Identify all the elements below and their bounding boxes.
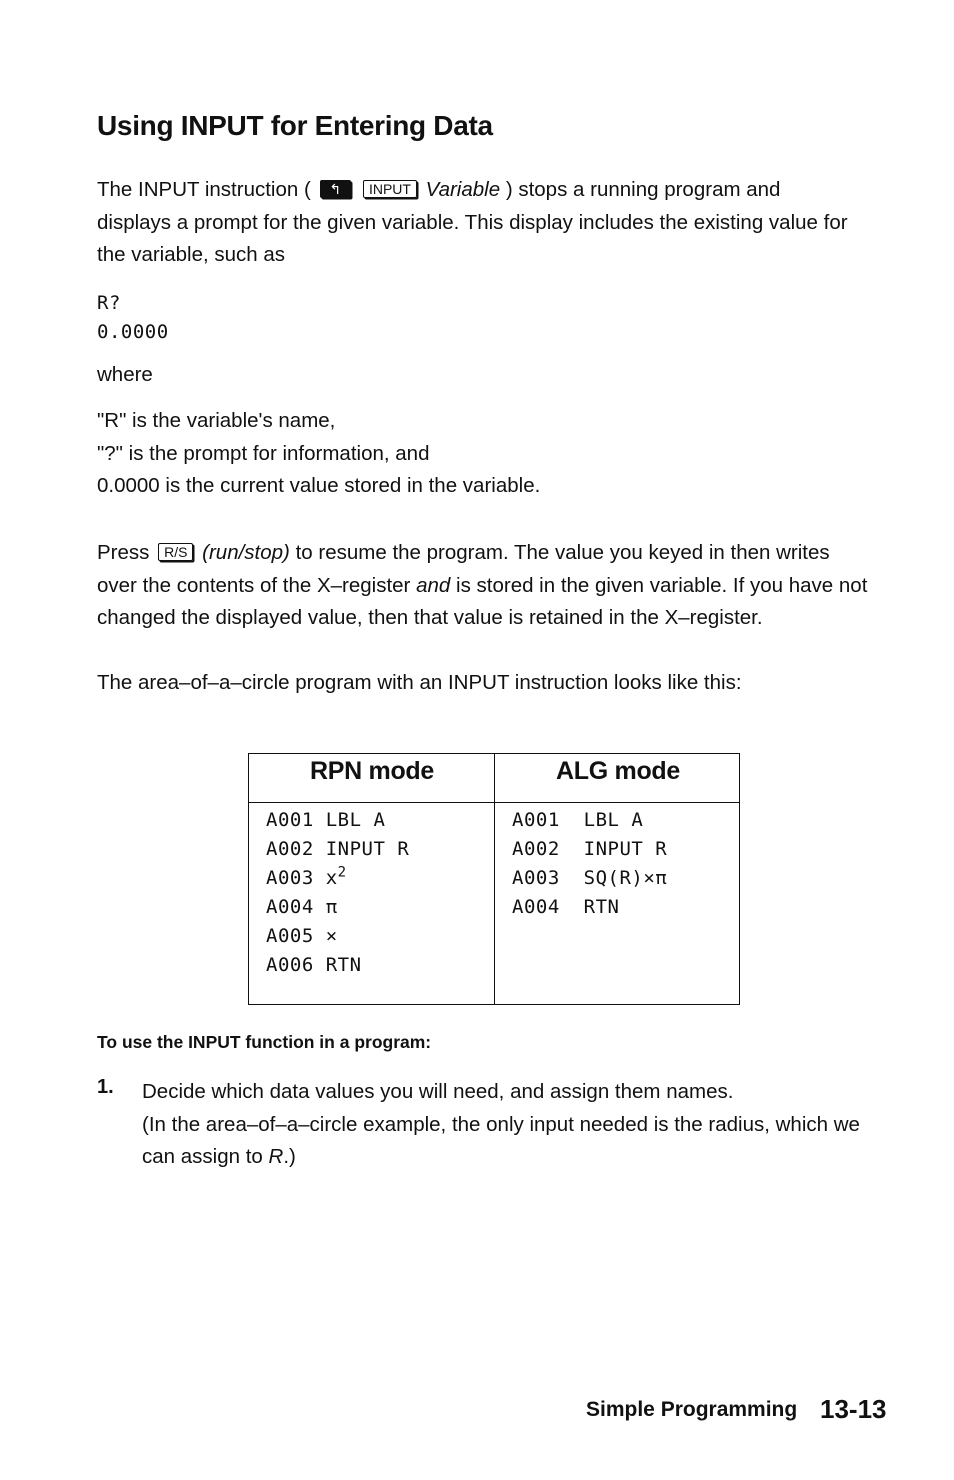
shift-key-icon: ↰ [320, 180, 352, 198]
footer-page-number: 13-13 [820, 1394, 887, 1424]
rpn-header: RPN mode [310, 757, 435, 785]
program-line: A003 $x^2$ [266, 864, 347, 889]
run-stop-key: R/S [158, 543, 193, 561]
table-divider-vertical [494, 754, 495, 1004]
intro-line-2: displays a prompt for the given variable. This display includes the existing value for [97, 210, 848, 234]
press-line-3: changed the displayed value, then that value is retained in the X–register. [97, 606, 763, 629]
explanation-list [97, 405, 897, 503]
procedure-heading: To use the INPUT function in a program: [97, 1032, 432, 1052]
alg-column [512, 806, 667, 922]
program-line: A003 SQ(R)×π [512, 867, 668, 889]
program-line: A005 × [266, 925, 338, 947]
program-line: A001 LBL A [512, 809, 644, 831]
explanation-line: 0.0000 is the current value stored in the variable. [97, 474, 541, 497]
program-table [248, 753, 740, 1005]
input-key: INPUT [363, 180, 417, 198]
press-paragraph [97, 537, 897, 635]
footer-chapter-title: Simple Programming [586, 1398, 798, 1421]
step-number: 1. [97, 1076, 114, 1098]
display-example [97, 289, 169, 347]
program-line: A001 LBL A [266, 809, 386, 831]
display-line-2: 0.0000 [97, 321, 169, 343]
page-title: Using INPUT for Entering Data [97, 110, 493, 141]
area-paragraph: The area–of–a–circle program with an INPUT instruction looks like this: [97, 671, 742, 694]
program-line: A006 RTN [266, 954, 362, 976]
press-line-2: over the contents of the X–register and is stored in the given variable. If you have not [97, 573, 868, 597]
where-text: where [97, 363, 153, 386]
intro-paragraph [97, 174, 897, 272]
explanation-line: "?" is the prompt for information, and [97, 441, 430, 465]
press-line-1: Press R/S (run/stop) to resume the program. The value you keyed in then writes [97, 541, 830, 564]
step-text: Decide which data values you will need, and assign them names. (In the area–of–a–circle example, the only input needed is the radius, which we can assign to R.) [142, 1080, 860, 1168]
program-line: A002 INPUT R [266, 838, 410, 860]
explanation-line: "R" is the variable's name, [97, 409, 336, 432]
intro-line-1: The INPUT instruction ( ↰ INPUT Variable ) stops a running program and [97, 178, 781, 201]
rpn-column [266, 806, 409, 980]
variable-word: Variable [425, 178, 501, 201]
program-line: A004 π [266, 896, 338, 918]
display-line-1: R? [97, 292, 121, 314]
alg-header: ALG mode [556, 757, 680, 785]
run-stop-label: (run/stop) [202, 541, 290, 564]
table-divider-horizontal [249, 802, 739, 803]
program-line: A002 INPUT R [512, 838, 668, 860]
intro-line-3: the variable, such as [97, 243, 286, 266]
program-line: A004 RTN [512, 896, 620, 918]
